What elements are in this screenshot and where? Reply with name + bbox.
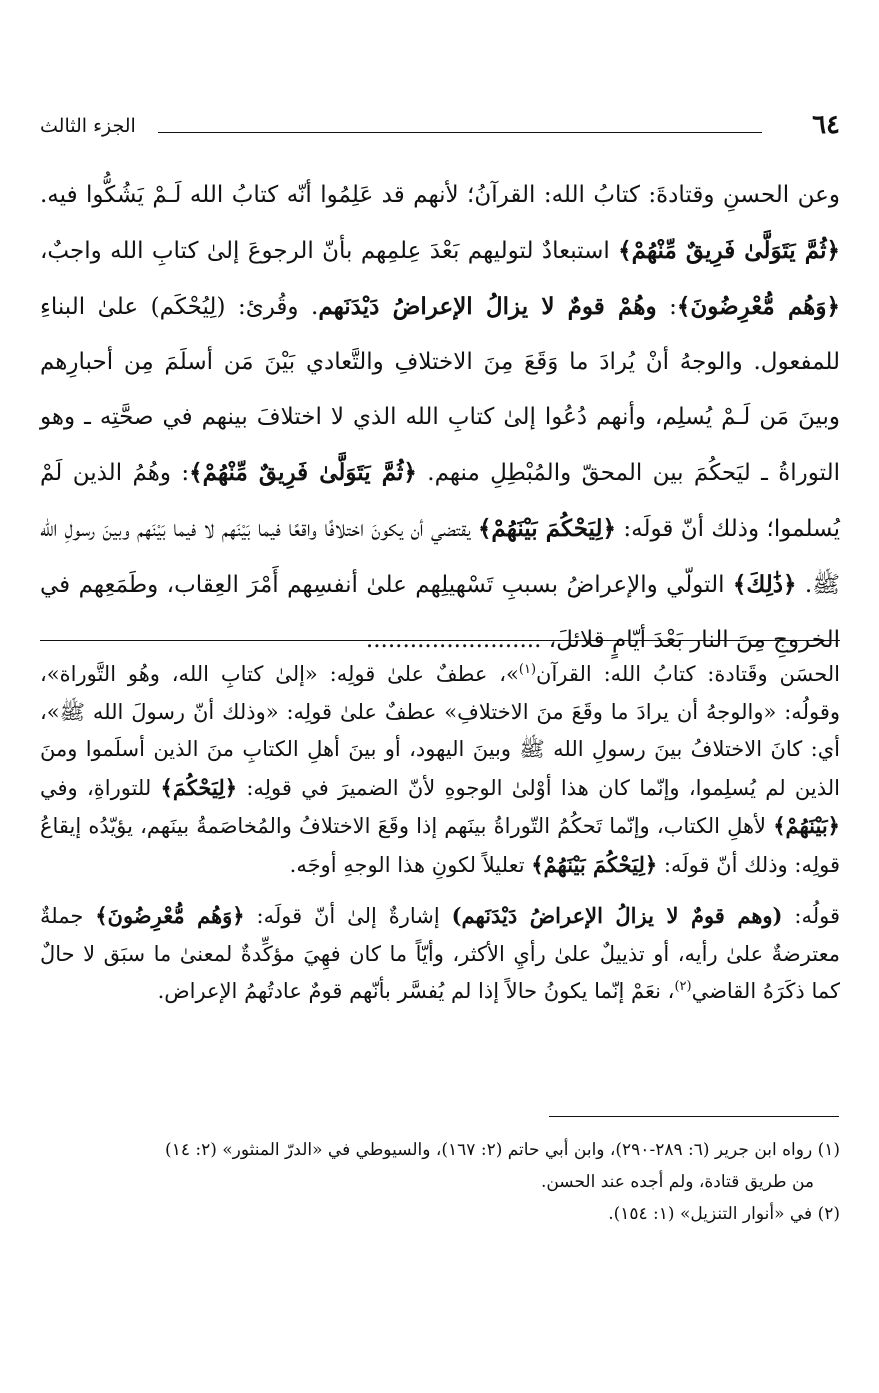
page-number: ٦٤: [812, 110, 840, 140]
text-segment: . وقُرئ: (لِيُحْكَم) علىٰ البناءِ للمفعول. والوجهُ أنْ يُرادَ ما وَقَعَ مِنَ الاختلافِ والتَّعادي بَيْنَ مَن أسلَمَ مِن أحبارِهم وبينَ مَن لَـمْ يُسلِم، وأنهم دُعُوا إلىٰ كتابِ الله الذي لا اختلافَ بينهم في صحَّتِه ـ وهو التوراةُ ـ ليَحكُمَ بين المحقّ والمُبْطِلِ منهم.: [40, 294, 840, 486]
footnote-ref: (٢): [674, 979, 692, 994]
text-segment: جملةٌ معترضةٌ علىٰ رأيه، أو تذييلٌ علىٰ رأيِ الأكثر، وأيّاً ما كان فهِيَ مؤكِّدةٌ لمعنىٰ ما سبَق لا حالٌ كما ذكَرَهُ القاضي: [40, 904, 840, 1003]
section-divider: [40, 640, 840, 641]
commentary-paragraph: [40, 897, 840, 1011]
footnote-ref: (١): [518, 662, 537, 677]
text-segment: »، عطفٌ علىٰ قولِه: «إلىٰ كتابِ الله، وهُو التَّوراة»، وقولُه: «والوجهُ أن يرادَ ما وقَعَ منَ الاختلافِ» عطفٌ علىٰ قولِه: «وذلك أنّ رسولَ الله ﷺ»، أي: كانَ الاختلافُ بينَ رسولِ الله ﷺ وبينَ اليهود، أو بينَ أهلِ الكتابِ منَ الذين أسلَموا ومنَ الذين لم يُسلِموا، وإنّما كان هذا أوْلىٰ الوجوهِ لأنّ الضميرَ في قولِه:: [40, 662, 840, 800]
header-rule: [158, 132, 762, 133]
footnote-1-continuation: من طريق قتادة، ولم أجده عند الحسن.: [540, 1172, 814, 1192]
main-text: [40, 168, 840, 668]
text-segment: ، نعَمْ إنّما يكونُ حالاً إذا لم يُفسَّر بأنّهم قومٌ عادتُهمُ الإعراض.: [157, 979, 675, 1003]
running-title: الجزء الثالث: [40, 115, 136, 137]
bold-phrase: (وهم قومٌ لا يزالُ الإعراضُ دَيْدَنَهم): [451, 903, 783, 928]
quran-quote: ﴿ذَٰلِكَ﴾: [732, 571, 797, 598]
commentary-paragraph: [40, 656, 840, 884]
text-segment: تعليلاً لكونِ هذا الوجهِ أوجَه.: [289, 852, 532, 877]
quran-quote: ﴿ثُمَّ يَتَوَلَّىٰ فَرِيقٌ مِّنْهُمْ﴾: [618, 237, 840, 264]
quran-quote: ﴿بَيْنَهُمْ﴾: [773, 813, 840, 838]
page-header: [40, 110, 840, 146]
quran-quote: ﴿وَهُم مُّعْرِضُونَ﴾: [676, 293, 840, 320]
text-segment: يقتضي أن يكونَ اختلافًا واقعًا فيما بَيْنَهم لا فيما بَيْنَهم وبينَ رسولِ الله ﷺ.: [40, 516, 841, 598]
quran-quote: ﴿لِيَحْكُمَ بَيْنَهُمْ﴾: [531, 851, 658, 877]
bold-phrase: وهُمْ قومٌ لا يزالُ الإعراضُ دَيْدَنَهم: [318, 293, 657, 320]
quran-quote: ﴿ثُمَّ يَتَوَلَّىٰ فَرِيقٌ مِّنْهُمْ﴾: [189, 459, 417, 486]
text-segment: : وهُمُ الذين لَمْ يُسلموا؛ وذلك أنّ قولَه:: [40, 460, 840, 542]
footnote-1: (١) رواه ابن جرير (٦: ٢٨٩-٢٩٠)، وابن أبي حاتم (٢: ١٦٧)، والسيوطي في «الدرّ المنثور» (٢: ١٤): [165, 1140, 840, 1160]
text-segment: وعن الحسنِ وقتادةَ: كتابُ الله: القرآنُ؛ لأنهم قد عَلِمُوا أنّه كتابُ الله لَـمْ يَشُكُّوا فيه.: [40, 182, 840, 208]
text-segment: إشارةٌ إلىٰ أنّ قولَه:: [244, 904, 452, 928]
main-paragraph: [40, 168, 840, 668]
text-segment: لأهلِ الكتاب، وإنّما تَحكُمُ التّوراةُ بينَهم إذا وقَعَ الاختلافُ والمُخاصَمةُ بينَهم، يؤيّدُه إيقاعُ قولِه: وذلك أنّ قولَه:: [40, 814, 840, 877]
text-segment: التولّي والإعراضُ بسببِ تَسْهيلِهم علىٰ أنفسِهم أَمْرَ العِقاب، وطَمَعِهم في الخروجِ مِنَ النار بَعْدَ أيّامٍ قلائلَ، ........................: [40, 572, 840, 653]
quran-quote: ﴿لِيَحْكُمَ بَيْنَهُمْ﴾: [477, 515, 616, 542]
quran-quote: ﴿لِيَحْكُمَ﴾: [160, 774, 238, 800]
commentary-text: [40, 656, 840, 1011]
quran-quote: ﴿وَهُم مُّعْرِضُونَ﴾: [95, 903, 245, 928]
footnote-rule: [549, 1116, 839, 1117]
text-segment: قولُه:: [782, 904, 840, 928]
footnotes: [40, 1134, 840, 1230]
text-segment: الحسَن وقَتادة: كتابُ الله: القرآن: [536, 662, 840, 686]
text-segment: استبعادٌ لتوليهم بَعْدَ عِلمِهم بأنّ الرجوعَ إلىٰ كتابِ الله واجبٌ،: [40, 238, 619, 264]
footnote-2: (٢) في «أنوار التنزيل» (١: ١٥٤).: [608, 1204, 840, 1224]
text-segment: :: [656, 294, 677, 320]
text-segment: للتوراةِ، وفي: [40, 775, 161, 800]
